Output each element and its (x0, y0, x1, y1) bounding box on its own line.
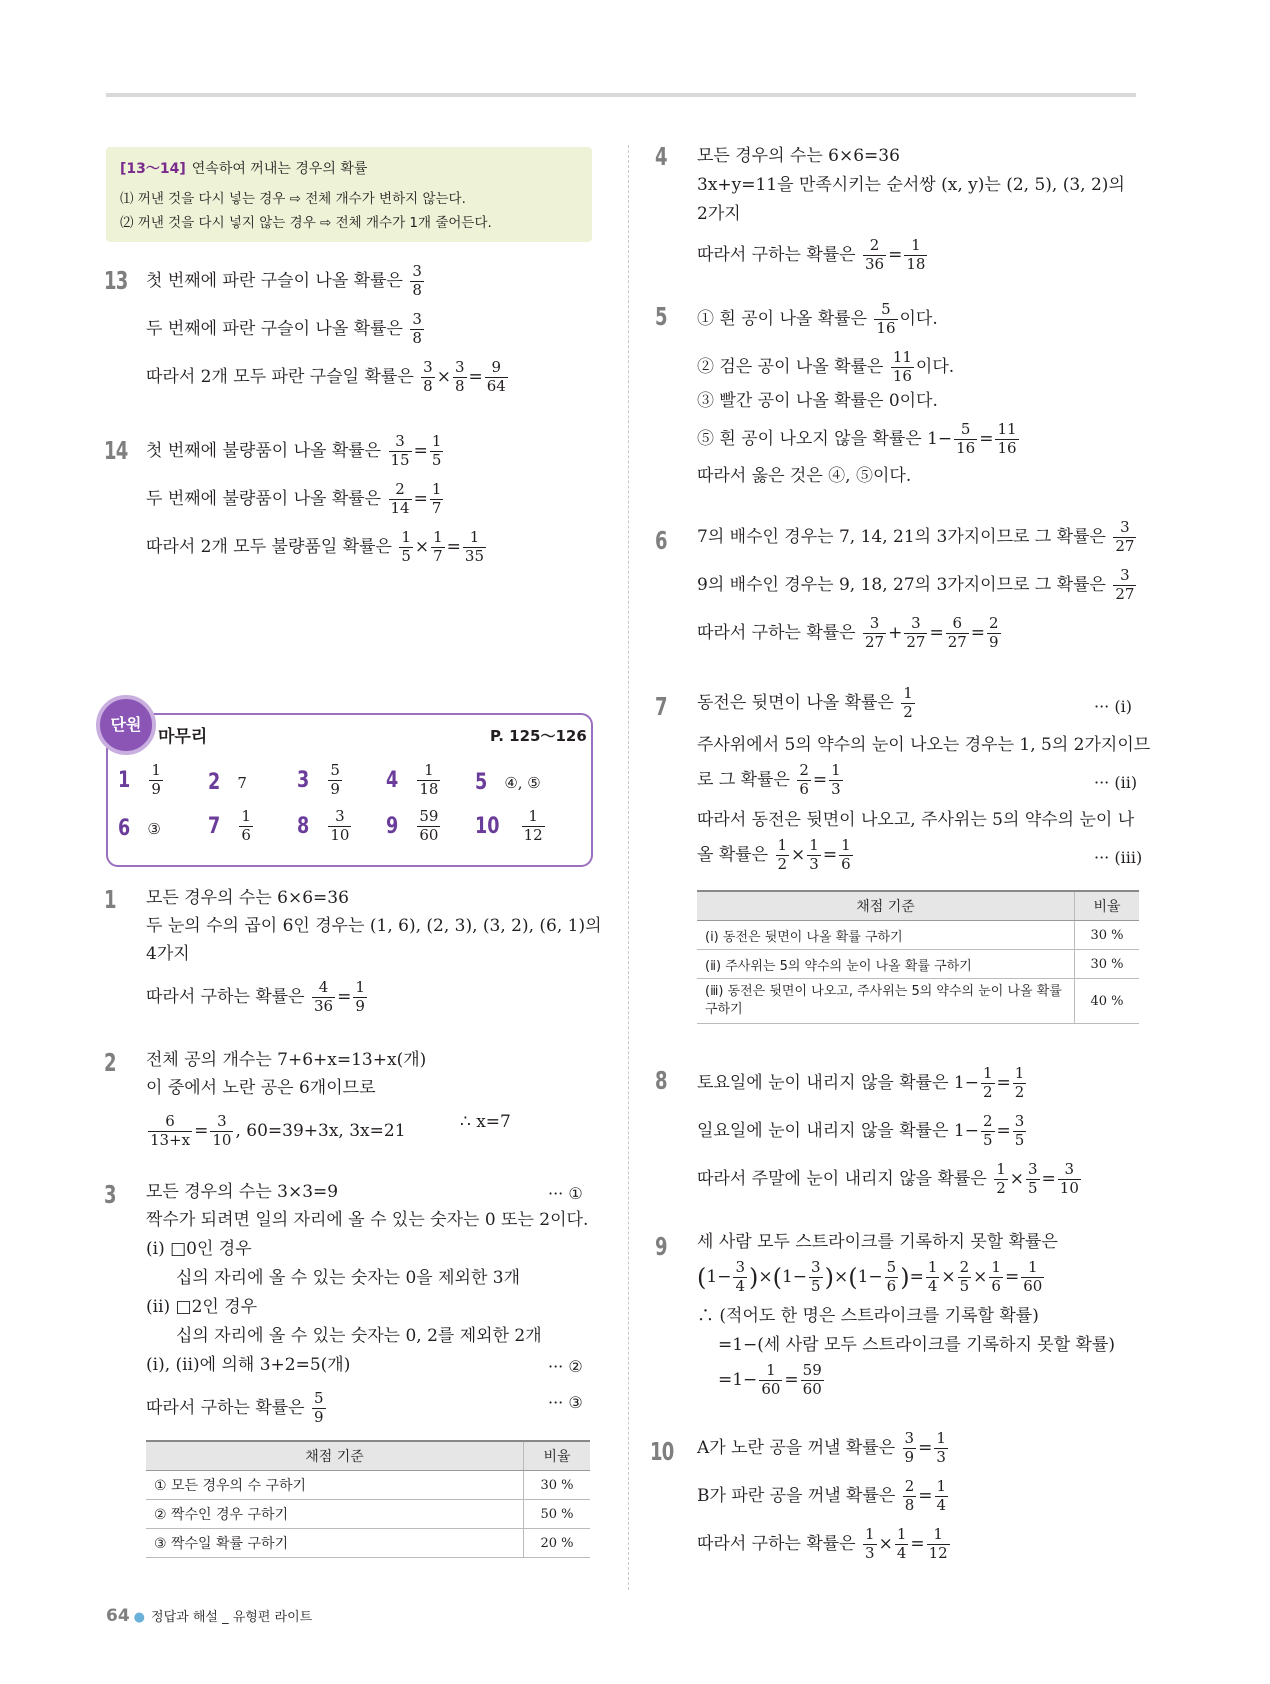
answer-2: 2 7 (208, 770, 247, 795)
q6-line-1: 7의 배수인 경우는 7, 14, 21의 3가지이므로 그 확률은 $\frac{3}{27}$ (697, 518, 1135, 555)
question-number-6: 6 (655, 526, 667, 555)
q7-table-header-ratio: 비율 (1075, 891, 1140, 921)
q10-line-1: A가 노란 공을 꺼낼 확률은 $\frac{3}{9}$ = $\frac{1}{3}$ (697, 1429, 946, 1466)
q7-line-4: 따라서 동전은 뒷면이 나오고, 주사위는 5의 약수의 눈이 나 (697, 810, 1135, 830)
top-rule (106, 93, 1136, 97)
q4-line-1: 모든 경우의 수는 6×6=36 (697, 146, 900, 166)
q4-line-3: 2가지 (697, 204, 741, 224)
q3-line-5: (ⅱ) □2인 경우 (146, 1297, 258, 1317)
q7-line-5: 올 확률은 $\frac{1}{2}$ × $\frac{1}{3}$ = $\frac{1}{6}$ (697, 836, 851, 873)
q5-line-1: ① 흰 공이 나올 확률은 $\frac{5}{16}$ 이다. (697, 300, 938, 337)
q9-line-4: =1−(세 사람 모두 스트라이크를 기록하지 못할 확률) (718, 1335, 1116, 1355)
q3-table-header-ratio: 비율 (524, 1441, 591, 1471)
q1-line-4: 따라서 구하는 확률은 $\frac{4}{36}$ = $\frac{1}{9}$ (146, 978, 365, 1015)
answer-4: 4 $\frac{1}{18}$ (386, 761, 439, 798)
tip-line-1: ⑴ 꺼낸 것을 다시 넣는 경우 ⇨ 전체 개수가 변하지 않는다. (120, 191, 466, 207)
q8-line-1: 토요일에 눈이 내리지 않을 확률은 1− $\frac{1}{2}$ = $\frac{1}{2}$ (697, 1064, 1025, 1101)
tip-title: 연속하여 꺼내는 경우의 확률 (191, 161, 368, 177)
q5-line-5: 따라서 옳은 것은 ④, ⑤이다. (697, 466, 912, 486)
p14-line-3: 따라서 2개 모두 불량품일 확률은 $\frac{1}{5}$ × $\frac{1}{7}$ = $\frac{1}{35}$ (146, 528, 485, 565)
q3-grading-table (146, 1440, 590, 1558)
q1-line-2: 두 눈의 수의 곱이 6인 경우는 (1, 6), (2, 3), (3, 2), (6, 1)의 (146, 916, 602, 936)
q3-table-header-criteria: 채점 기준 (146, 1441, 524, 1471)
q3-line-8: 따라서 구하는 확률은 $\frac{5}{9}$ (146, 1389, 324, 1426)
page-number: 64 (106, 1606, 130, 1626)
q9-line-3: ∴ (적어도 한 명은 스트라이크를 기록할 확률) (697, 1306, 1039, 1326)
q2-line-2: 이 중에서 노란 공은 6개이므로 (146, 1078, 376, 1098)
bullet-icon: ● (133, 1610, 146, 1625)
table-row: (ⅱ) 주사위는 5의 약수의 눈이 나올 확률 구하기 30 % (697, 950, 1139, 979)
q7-line-3: 로 그 확률은 $\frac{2}{6}$ = $\frac{1}{3}$ (697, 761, 841, 798)
q9-line-5: =1− $\frac{1}{60}$ = $\frac{59}{60}$ (718, 1361, 822, 1398)
p13-line-2: 두 번째에 파란 구슬이 나올 확률은 $\frac{3}{8}$ (146, 310, 422, 347)
q3-line-6: 십의 자리에 올 수 있는 숫자는 0, 2를 제외한 2개 (176, 1326, 542, 1346)
question-number-5: 5 (655, 302, 667, 331)
q8-line-2: 일요일에 눈이 내리지 않을 확률은 1− $\frac{2}{5}$ = $\frac{3}{5}$ (697, 1112, 1025, 1149)
footer-title: 정답과 해설 _ 유형편 라이트 (151, 1610, 313, 1625)
unit-badge: 단원 (96, 695, 156, 755)
table-row: ③ 짝수일 확률 구하기 20 % (146, 1529, 590, 1558)
q4-line-2: 3x+y=11을 만족시키는 순서쌍 (x, y)는 (2, 5), (3, 2)의 (697, 175, 1125, 195)
answer-1: 1 $\frac{1}{9}$ (118, 761, 161, 798)
page-footer (106, 1606, 312, 1626)
tip-line-2: ⑵ 꺼낸 것을 다시 넣지 않는 경우 ⇨ 전체 개수가 1개 줄어든다. (120, 215, 492, 231)
problem-number-14: 14 (104, 436, 128, 465)
p13-line-3: 따라서 2개 모두 파란 구슬일 확률은 $\frac{3}{8}$ × $\frac{3}{8}$ = $\frac{9}{64}$ (146, 358, 506, 395)
answer-6: 6 ③ (118, 816, 161, 841)
answer-5: 5 ④, ⑤ (475, 770, 541, 795)
p13-line-1: 첫 번째에 파란 구슬이 나올 확률은 $\frac{3}{8}$ (146, 262, 422, 299)
q4-line-4: 따라서 구하는 확률은 $\frac{2}{36}$ = $\frac{1}{18}$ (697, 236, 926, 273)
question-number-1: 1 (104, 885, 116, 914)
problem-number-13: 13 (104, 266, 128, 295)
p14-line-2: 두 번째에 불량품이 나올 확률은 $\frac{2}{14}$ = $\frac{1}{7}$ (146, 480, 442, 517)
q9-line-2: (1− $\frac{3}{4}$ )×(1− $\frac{3}{5}$ )×(1− $\frac{5}{6}$ )= $\frac{1}{4}$ × $\frac{2}{5}$ × $\frac{1}{6}$ = $\frac{1}{60}$ (697, 1258, 1043, 1295)
q3-line-7: (ⅰ), (ⅱ)에 의해 3+2=5(개) (146, 1355, 351, 1375)
q3-step-mark-1: ··· ① (548, 1184, 583, 1203)
q7-line-2: 주사위에서 5의 약수의 눈이 나오는 경우는 1, 5의 2가지이므 (697, 735, 1151, 755)
q7-step-mark-1: ··· (ⅰ) (1094, 697, 1132, 716)
answer-9: 9 $\frac{59}{60}$ (386, 807, 439, 844)
answer-3: 3 $\frac{5}{9}$ (297, 761, 340, 798)
q5-line-2: ② 검은 공이 나올 확률은 $\frac{11}{16}$ 이다. (697, 348, 955, 385)
q6-line-2: 9의 배수인 경우는 9, 18, 27의 3가지이므로 그 확률은 $\frac{3}{27}$ (697, 566, 1135, 603)
question-number-2: 2 (104, 1048, 116, 1077)
q2-line-1: 전체 공의 개수는 7+6+x=13+x(개) (146, 1050, 427, 1070)
q5-line-3: ③ 빨간 공이 나올 확률은 0이다. (697, 391, 938, 411)
answer-7: 7 $\frac{1}{6}$ (208, 807, 251, 844)
q5-line-4: ⑤ 흰 공이 나오지 않을 확률은 1− $\frac{5}{16}$ = $\frac{11}{16}$ (697, 420, 1017, 457)
q7-line-1: 동전은 뒷면이 나올 확률은 $\frac{1}{2}$ (697, 684, 913, 721)
p14-line-1: 첫 번째에 불량품이 나올 확률은 $\frac{3}{15}$ = $\frac{1}{5}$ (146, 432, 442, 469)
q10-line-2: B가 파란 공을 꺼낼 확률은 $\frac{2}{8}$ = $\frac{1}{4}$ (697, 1477, 947, 1514)
q3-line-1: 모든 경우의 수는 3×3=9 (146, 1182, 339, 1202)
q9-line-1: 세 사람 모두 스트라이크를 기록하지 못할 확률은 (697, 1232, 1058, 1252)
table-row: (ⅲ) 동전은 뒷면이 나오고, 주사위는 5의 약수의 눈이 나올 확률 구하기 40 % (697, 979, 1139, 1024)
question-number-8: 8 (655, 1066, 667, 1095)
q3-step-mark-3: ··· ③ (548, 1393, 583, 1412)
table-row: ② 짝수인 경우 구하기 50 % (146, 1500, 590, 1529)
q3-line-2: 짝수가 되려면 일의 자리에 올 수 있는 숫자는 0 또는 2이다. (146, 1210, 589, 1230)
column-divider (628, 145, 629, 1590)
q10-line-3: 따라서 구하는 확률은 $\frac{1}{3}$ × $\frac{1}{4}$ = $\frac{1}{12}$ (697, 1525, 948, 1562)
unit-title: 마무리 (158, 727, 208, 747)
question-number-3: 3 (104, 1180, 116, 1209)
q8-line-3: 따라서 주말에 눈이 내리지 않을 확률은 $\frac{1}{2}$ × $\frac{3}{5}$ = $\frac{3}{10}$ (697, 1160, 1079, 1197)
q1-line-3: 4가지 (146, 944, 190, 964)
q3-line-4: 십의 자리에 올 수 있는 숫자는 0을 제외한 3개 (176, 1268, 521, 1288)
q2-line-3: $\frac{6}{13+x}$ = $\frac{3}{10}$ , 60=39+3x, 3x=21 (150, 1112, 406, 1149)
tip-box (106, 147, 592, 242)
q3-line-3: (ⅰ) □0인 경우 (146, 1239, 252, 1259)
q3-step-mark-2: ··· ② (548, 1357, 583, 1376)
q6-line-3: 따라서 구하는 확률은 $\frac{3}{27}$ + $\frac{3}{27}$ = $\frac{6}{27}$ = $\frac{2}{9}$ (697, 614, 999, 651)
unit-pages: P. 125～126 (490, 727, 587, 745)
q7-grading-table (697, 890, 1139, 1024)
q1-line-1: 모든 경우의 수는 6×6=36 (146, 888, 349, 908)
q2-conclusion: ∴ x=7 (460, 1112, 511, 1132)
question-number-9: 9 (655, 1232, 667, 1261)
q7-step-mark-2: ··· (ⅱ) (1094, 773, 1138, 792)
tip-label: [13～14] (120, 161, 186, 177)
q7-step-mark-3: ··· (ⅲ) (1094, 848, 1143, 867)
answer-8: 8 $\frac{3}{10}$ (297, 807, 350, 844)
answer-10: 10 $\frac{1}{12}$ (475, 807, 543, 844)
question-number-7: 7 (655, 692, 667, 721)
table-row: (ⅰ) 동전은 뒷면이 나올 확률 구하기 30 % (697, 921, 1139, 950)
table-row: ① 모든 경우의 수 구하기 30 % (146, 1471, 590, 1500)
q7-table-header-criteria: 채점 기준 (697, 891, 1075, 921)
question-number-10: 10 (650, 1437, 674, 1466)
question-number-4: 4 (655, 142, 667, 171)
